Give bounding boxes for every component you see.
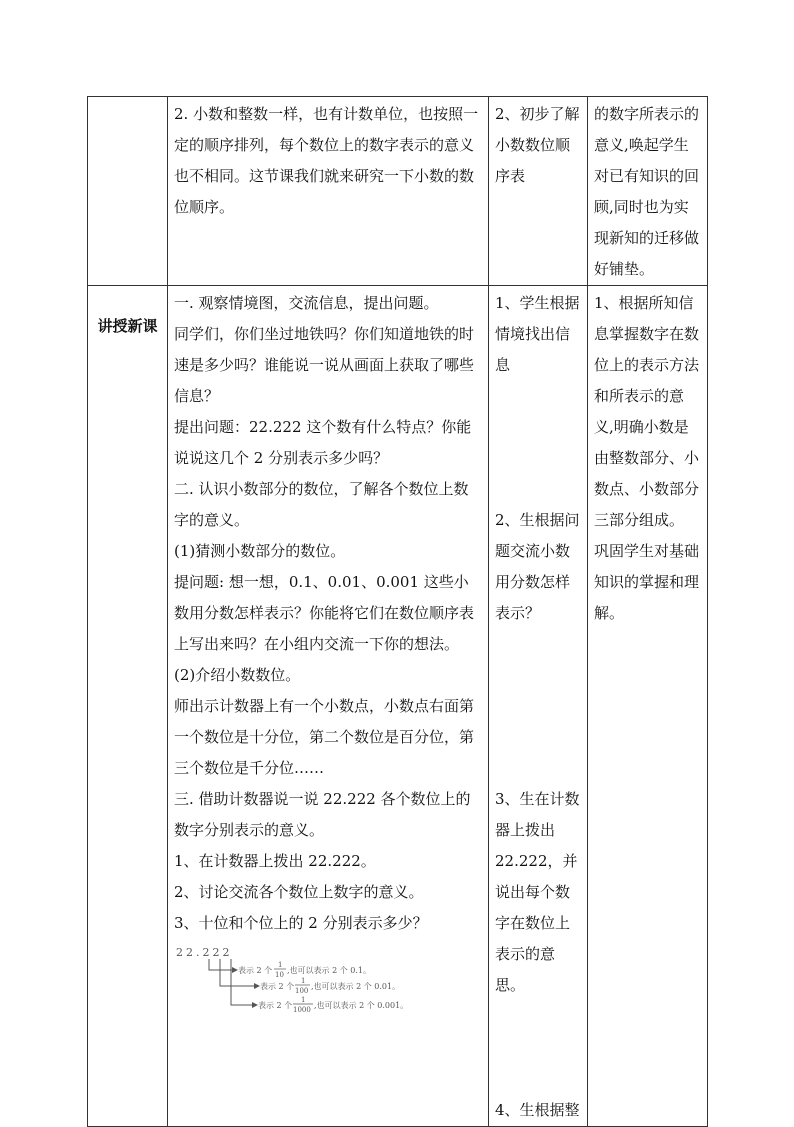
student-activity-cell	[489, 286, 588, 1127]
student-text: 2、初步了解小数数位顺序表	[495, 105, 580, 185]
diagram-line-2-pre: 表示 2 个	[260, 982, 295, 991]
lesson-plan-table	[87, 96, 708, 1127]
content-paragraph: (1)猜测小数部分的数位。	[174, 542, 346, 560]
content-paragraph: 三. 借助计数器说一说 22.222 各个数位上的数字分别表示的意义。	[174, 790, 471, 839]
diagram-line-1-num: 1	[278, 961, 283, 969]
intent-text: 的数字所表示的意义,唤起学生对已有知识的回顾,同时也为实现新知的迁移做好铺垫。	[594, 105, 700, 278]
table-row	[88, 97, 708, 286]
content-paragraph: 3、十位和个位上的 2 分别表示多少？	[174, 914, 428, 932]
content-text: 2. 小数和整数一样，也有计数单位，也按照一定的顺序排列，每个数位上的数字表示的意义也不相同。这节课我们就来研究一下小数的数位顺序。	[174, 105, 479, 216]
diagram-line-1-post: ,也可以表示 2 个 0.1。	[287, 966, 371, 975]
diagram-line-2-num: 1	[301, 977, 306, 985]
stage-cell	[88, 97, 168, 286]
student-item: 3、生在计数器上拨出 22.222，并说出每个数字在数位上表示的意思。	[495, 790, 580, 994]
content-paragraph: 同学们，你们坐过地铁吗？你们知道地铁的时速是多少吗？谁能说一说从画面上获取了哪些信息？	[174, 325, 475, 405]
content-paragraph: 1、在计数器上拨出 22.222。	[174, 852, 376, 870]
content-paragraph: (2)介绍小数数位。	[174, 666, 301, 684]
diagram-line-3-post: ,也可以表示 2 个 0.001。	[314, 1001, 409, 1010]
diagram-number: 22.222	[176, 946, 233, 959]
student-item: 4、生根据整	[495, 1101, 580, 1119]
student-item: 2、生根据问题交流小数用分数怎样表示？	[495, 511, 580, 622]
content-cell	[168, 97, 489, 286]
place-value-diagram	[174, 943, 474, 1023]
diagram-line-3-pre: 表示 2 个	[258, 1001, 293, 1010]
content-paragraph: 一. 观察情境图，交流信息，提出问题。	[174, 294, 439, 312]
diagram-line-2-den: 100	[295, 987, 309, 995]
table-row	[88, 286, 708, 1127]
content-paragraph: 提问题: 想一想，0.1、0.01、0.001 这些小数用分数怎样表示？你能将它们在数位顺序表上写出来吗？在小组内交流一下你的想法。	[174, 573, 475, 653]
content-cell	[168, 286, 489, 1127]
intent-item: 巩固学生对基础知识的掌握和理解。	[594, 542, 700, 622]
stage-label: 讲授新课	[97, 317, 158, 335]
content-paragraph: 提出问题：22.222 这个数有什么特点？你能说说这几个 2 分别表示多少吗？	[174, 418, 472, 467]
diagram-line-2-post: ,也可以表示 2 个 0.01。	[311, 982, 401, 991]
stage-cell	[88, 286, 168, 1127]
student-item: 1、学生根据情境找出信息	[495, 294, 580, 374]
diagram-line-1-pre: 表示 2 个	[238, 966, 273, 975]
intent-item: 1、根据所知信息掌握数字在数位上的表示方法和所表示的意义,明确小数是由整数部分、小数点、小数部分三部分组成。	[594, 294, 700, 529]
design-intent-cell	[588, 97, 708, 286]
content-paragraph: 二. 认识小数部分的数位，了解各个数位上数字的意义。	[174, 480, 469, 529]
student-activity-cell	[489, 97, 588, 286]
diagram-line-3-num: 1	[301, 996, 306, 1004]
diagram-line-3-den: 1000	[293, 1006, 311, 1014]
content-paragraph: 师出示计数器上有一个小数点，小数点右面第一个数位是十分位，第二个数位是百分位，第三个数位是千分位……	[174, 697, 475, 777]
content-paragraph: 2、讨论交流各个数位上数字的意义。	[174, 883, 424, 901]
design-intent-cell	[588, 286, 708, 1127]
diagram-line-1-den: 10	[275, 971, 284, 979]
